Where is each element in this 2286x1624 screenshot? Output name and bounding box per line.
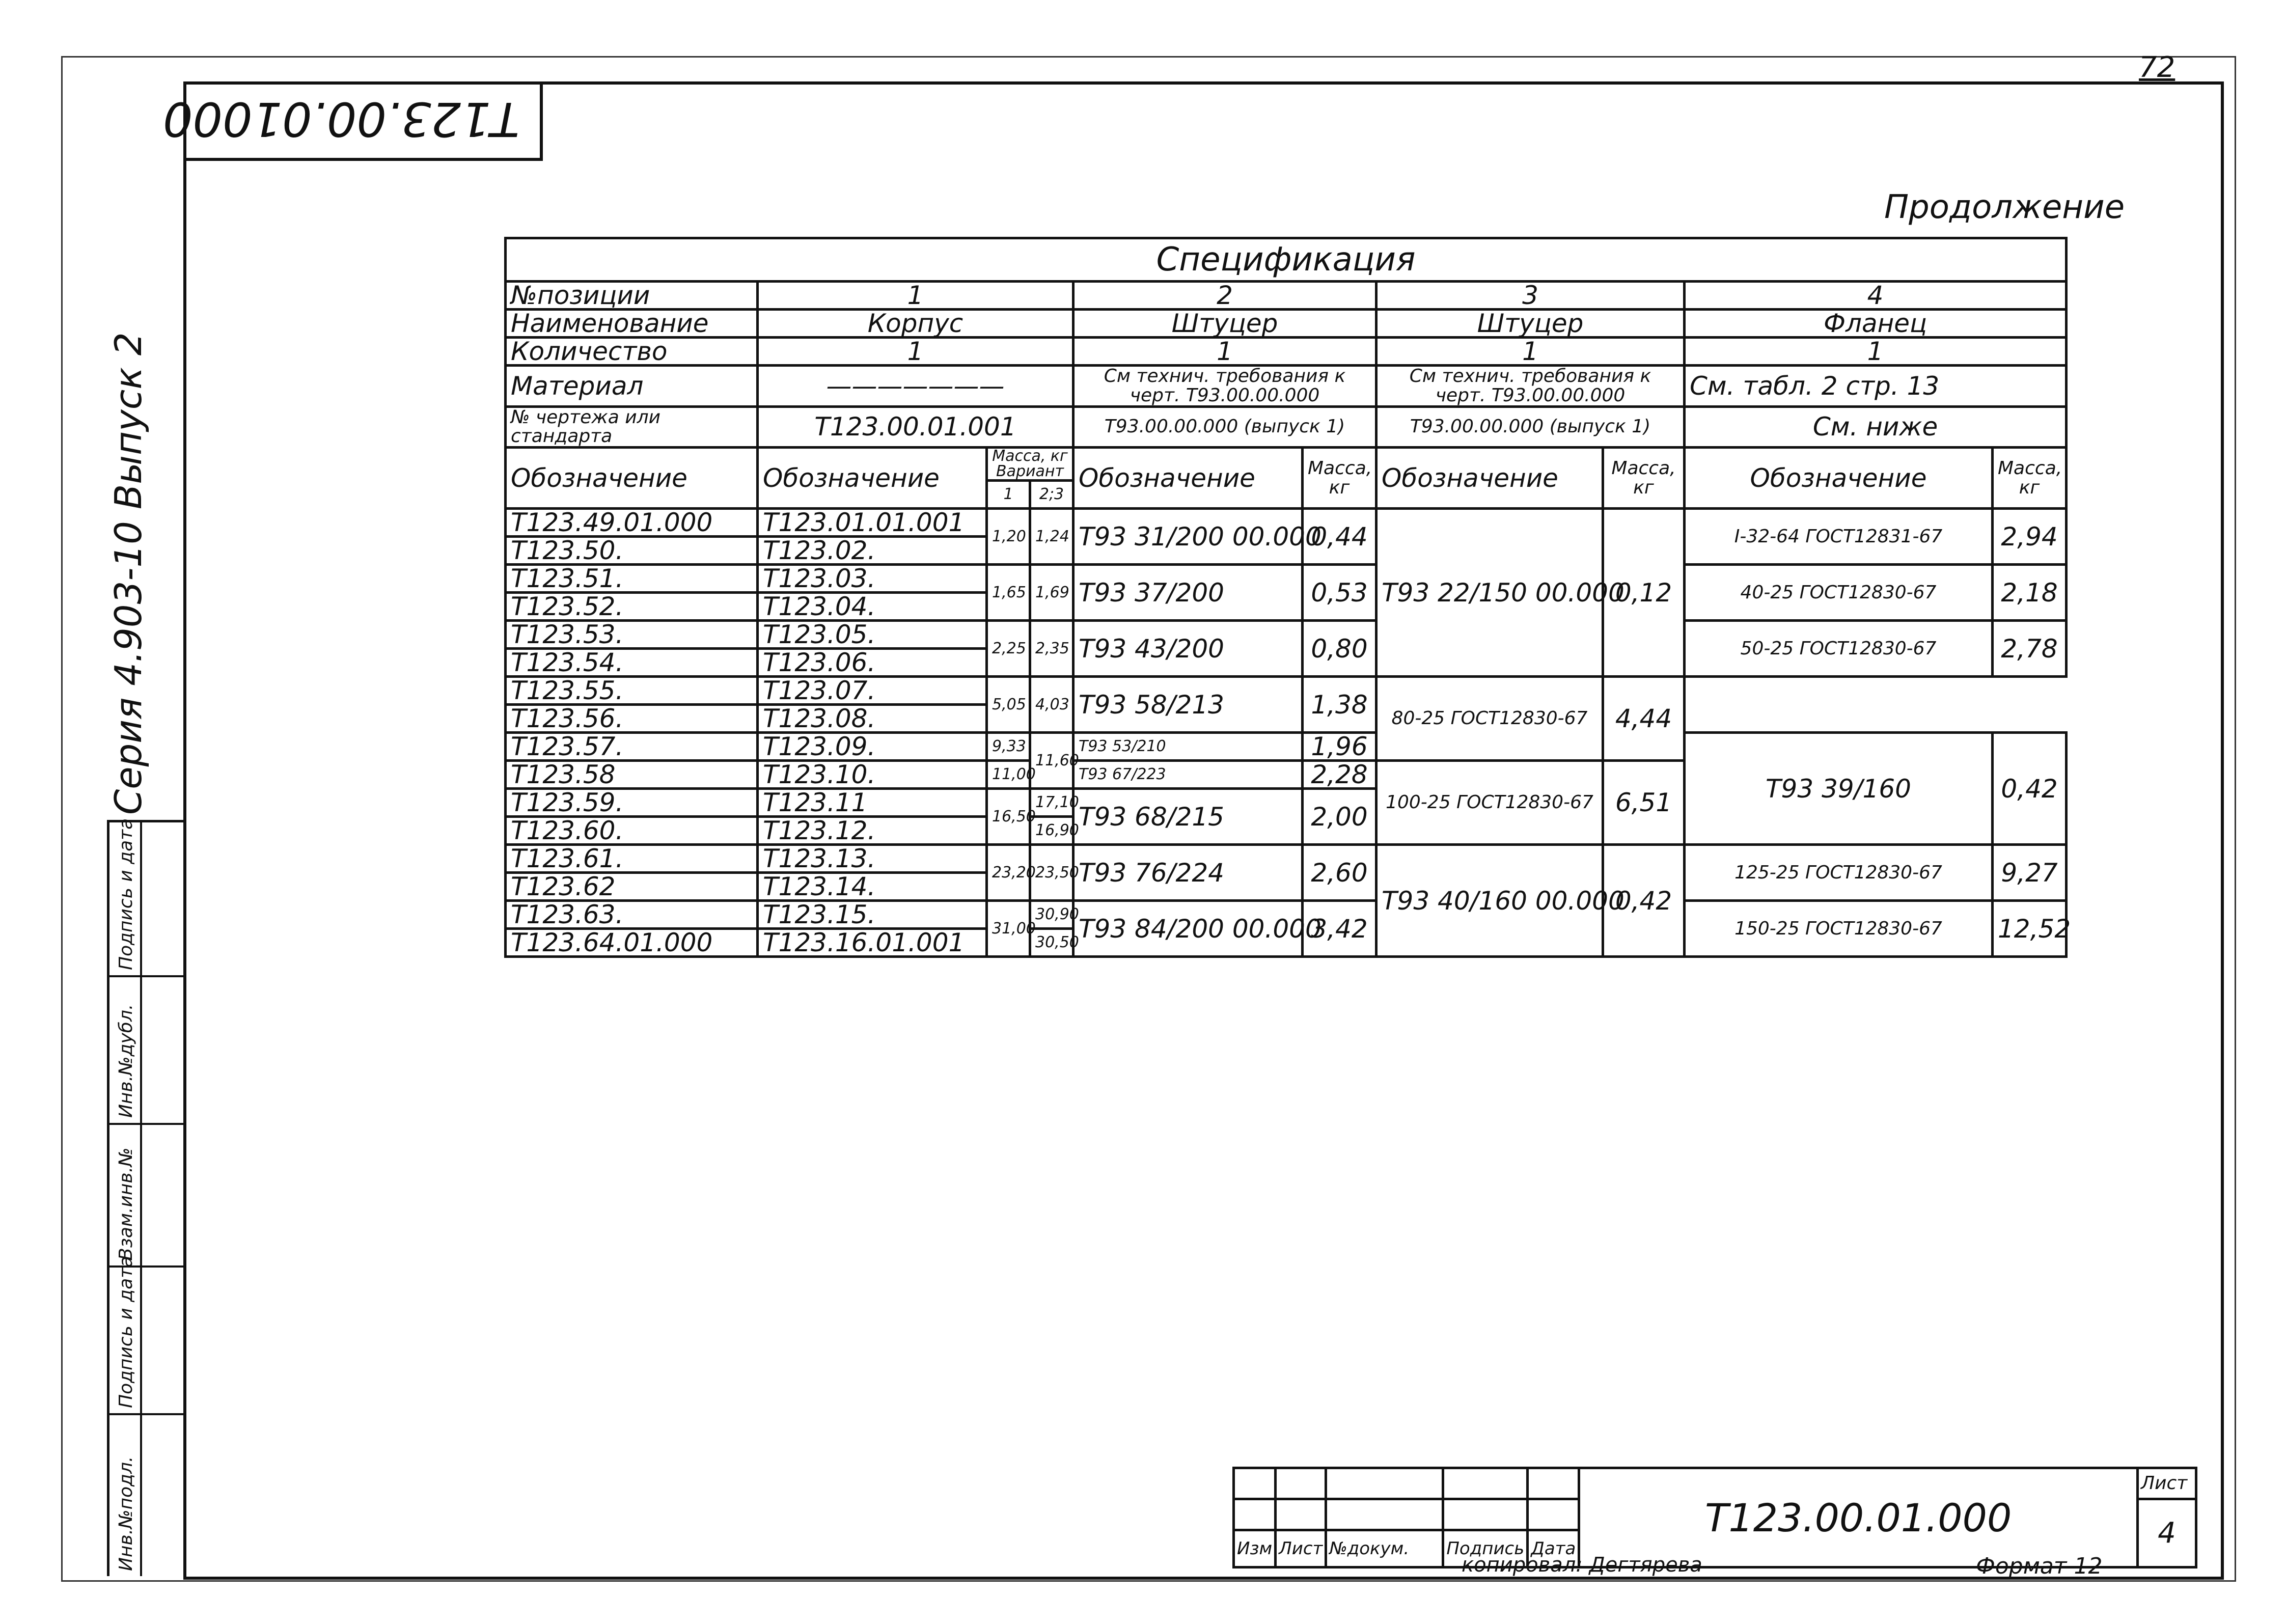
left-label: Инв.№дубл.: [116, 1004, 136, 1118]
col2-des: Т93 68/215: [1073, 789, 1303, 845]
mass-v23: 17,10: [1030, 789, 1073, 817]
header-designation: Обозначение: [506, 448, 758, 509]
col4-des: 100-25 ГОСТ12830-67: [1376, 761, 1603, 845]
mass-v1: 23,20: [987, 845, 1030, 901]
mass-v1: 2,25: [987, 621, 1030, 677]
col4-mass: 9,27: [1993, 845, 2067, 901]
drawing-1: Т123.00.01.001: [758, 406, 1073, 448]
tb-label: Дата: [1528, 1530, 1579, 1567]
name-1: Корпус: [758, 310, 1073, 338]
row-des-1: Т123.03.: [758, 565, 987, 593]
row-des: Т123.63.: [506, 901, 758, 929]
tb-cell: [1326, 1468, 1443, 1499]
continuation-label: Продолжение: [1884, 188, 2125, 226]
row-label-name: Наименование: [506, 310, 758, 338]
left-label: Подпись и дата: [116, 1256, 136, 1408]
col4-mass: 2,78: [1993, 621, 2067, 677]
sheet-label: Лист: [2138, 1468, 2196, 1499]
tb-cell: [1276, 1468, 1326, 1499]
row-des: Т123.54.: [506, 649, 758, 677]
variant-1: 1: [987, 481, 1030, 509]
tb-cell: [1528, 1468, 1579, 1499]
row-des: Т123.61.: [506, 845, 758, 873]
row-des-1: Т123.05.: [758, 621, 987, 649]
col2-mass: 1,38: [1303, 677, 1376, 733]
col4-des: 150-25 ГОСТ12830-67: [1685, 901, 1993, 957]
spec-title: Спецификация: [506, 238, 2067, 282]
col3-des: Т93 22/150 00.000: [1376, 509, 1603, 677]
rotated-stamp: Т123.00.01000: [162, 92, 519, 146]
tb-cell: [1234, 1468, 1276, 1499]
header-designation-3: Обозначение: [1376, 448, 1603, 509]
pos-3: 3: [1376, 282, 1685, 310]
copied-by: копировал: Дегтярева: [1462, 1553, 1702, 1577]
header-designation-4: Обозначение: [1685, 448, 1993, 509]
qty-1: 1: [758, 338, 1073, 366]
col3-mass: 0,42: [1993, 733, 2067, 845]
row-des-1: Т123.13.: [758, 845, 987, 873]
left-label: Взам.инв.№: [116, 1147, 136, 1260]
col2-des: Т93 37/200: [1073, 565, 1303, 621]
sheet-number: 4: [2138, 1499, 2196, 1567]
header-designation-1: Обозначение: [758, 448, 987, 509]
col4-mass: 2,18: [1993, 565, 2067, 621]
row-des: Т123.52.: [506, 593, 758, 621]
row-label-position: №позиции: [506, 282, 758, 310]
qty-2: 1: [1073, 338, 1376, 366]
tb-cell: [1443, 1468, 1528, 1499]
row-des: Т123.53.: [506, 621, 758, 649]
row-des-1: Т123.04.: [758, 593, 987, 621]
row-des: Т123.58: [506, 761, 758, 789]
material-3: См технич. требования к черт. Т93.00.00.000: [1376, 366, 1685, 407]
row-des: Т123.55.: [506, 677, 758, 705]
col2-mass: 2,60: [1303, 845, 1376, 901]
mass-v1: 11,00: [987, 761, 1030, 789]
name-3: Штуцер: [1376, 310, 1685, 338]
mass-v23: 1,24: [1030, 509, 1073, 565]
col2-des: Т93 53/210: [1073, 733, 1303, 761]
drawing-4: См. ниже: [1685, 406, 2067, 448]
col4-des: I-32-64 ГОСТ12831-67: [1685, 509, 1993, 565]
mass-v1: 5,05: [987, 677, 1030, 733]
mass-v1: 16,50: [987, 789, 1030, 845]
mass-v23: 11,60: [1030, 733, 1073, 789]
mass-v1: 1,20: [987, 509, 1030, 565]
tb-cell: [1326, 1499, 1443, 1530]
mass-label: Масса, кг: [992, 447, 1068, 465]
col2-des: Т93 58/213: [1073, 677, 1303, 733]
pos-2: 2: [1073, 282, 1376, 310]
col2-mass: 2,00: [1303, 789, 1376, 845]
tb-label: Подпись: [1443, 1530, 1528, 1567]
row-des-1: Т123.14.: [758, 873, 987, 901]
col3-des: Т93 40/160 00.000: [1376, 845, 1603, 957]
mass-v23: 30,90: [1030, 901, 1073, 929]
mass-v23: 16,90: [1030, 817, 1073, 845]
drawing-2: Т93.00.00.000 (выпуск 1): [1073, 406, 1376, 448]
col2-mass: 1,96: [1303, 733, 1376, 761]
mass-v23: 2,35: [1030, 621, 1073, 677]
col3-mass: 0,42: [1603, 845, 1685, 957]
row-des-1: Т123.01.01.001: [758, 509, 987, 537]
material-1: ———————: [758, 366, 1073, 407]
document-code: Т123.00.01.000: [1579, 1468, 2138, 1567]
row-des: Т123.59.: [506, 789, 758, 817]
row-des-1: Т123.07.: [758, 677, 987, 705]
tb-cell: [1528, 1499, 1579, 1530]
row-des-1: Т123.08.: [758, 705, 987, 733]
header-mass-4: Масса, кг: [1993, 448, 2067, 509]
mass-v23: 4,03: [1030, 677, 1073, 733]
col2-mass: 0,53: [1303, 565, 1376, 621]
material-4: См. табл. 2 стр. 13: [1685, 366, 2067, 407]
col2-mass: 3,42: [1303, 901, 1376, 957]
material-2: См технич. требования к черт. Т93.00.00.000: [1073, 366, 1376, 407]
tb-cell: [1276, 1499, 1326, 1530]
page-number: 72: [2139, 51, 2175, 84]
row-des-1: Т123.15.: [758, 901, 987, 929]
col4-mass: 2,94: [1993, 509, 2067, 565]
col4-des: 80-25 ГОСТ12830-67: [1376, 677, 1603, 761]
variant-23: 2;3: [1030, 481, 1073, 509]
mass-v1: 9,33: [987, 733, 1030, 761]
row-label-material: Материал: [506, 366, 758, 407]
row-des-1: Т123.11: [758, 789, 987, 817]
name-2: Штуцер: [1073, 310, 1376, 338]
col4-des: 125-25 ГОСТ12830-67: [1685, 845, 1993, 901]
qty-3: 1: [1376, 338, 1685, 366]
col2-mass: 2,28: [1303, 761, 1376, 789]
name-4: Фланец: [1685, 310, 2067, 338]
mass-v1: 1,65: [987, 565, 1030, 621]
col3-mass: 0,12: [1603, 509, 1685, 677]
col4-des: 50-25 ГОСТ12830-67: [1685, 621, 1993, 677]
mass-v23: 30,50: [1030, 929, 1073, 957]
pos-1: 1: [758, 282, 1073, 310]
col4-des: 40-25 ГОСТ12830-67: [1685, 565, 1993, 621]
row-des-1: Т123.06.: [758, 649, 987, 677]
col3-des: Т93 39/160: [1685, 733, 1993, 845]
specification-table: [504, 237, 2071, 958]
row-des: Т123.51.: [506, 565, 758, 593]
row-des-1: Т123.10.: [758, 761, 987, 789]
header-mass-3: Масса, кг: [1603, 448, 1685, 509]
col2-des: Т93 76/224: [1073, 845, 1303, 901]
tb-label: №докум.: [1326, 1530, 1443, 1567]
left-label: Подпись и дата: [116, 818, 136, 970]
row-des-1: Т123.02.: [758, 537, 987, 565]
col2-des: Т93 31/200 00.000: [1073, 509, 1303, 565]
left-label: Инв.№подл.: [116, 1456, 136, 1571]
row-des: Т123.64.01.000: [506, 929, 758, 957]
header-mass-2: Масса, кг: [1303, 448, 1376, 509]
row-label-drawing: № чертежа или стандарта: [506, 406, 758, 448]
mass-v23: 23,50: [1030, 845, 1073, 901]
left-margin-stamp: [107, 820, 186, 1576]
tb-cell: [1443, 1499, 1528, 1530]
row-des: Т123.56.: [506, 705, 758, 733]
row-label-qty: Количество: [506, 338, 758, 366]
col4-mass: 4,44: [1603, 677, 1685, 761]
row-des: Т123.60.: [506, 817, 758, 845]
header-designation-2: Обозначение: [1073, 448, 1303, 509]
row-des: Т123.57.: [506, 733, 758, 761]
row-des-1: Т123.12.: [758, 817, 987, 845]
col2-mass: 0,80: [1303, 621, 1376, 677]
row-des: Т123.50.: [506, 537, 758, 565]
mass-v1: 31,00: [987, 901, 1030, 957]
header-mass-variant: [987, 448, 1073, 481]
row-des-1: Т123.16.01.001: [758, 929, 987, 957]
col2-des: Т93 67/223: [1073, 761, 1303, 789]
tb-label: Изм: [1234, 1530, 1276, 1567]
row-des: Т123.62: [506, 873, 758, 901]
qty-4: 1: [1685, 338, 2067, 366]
series-label: Серия 4.903-10 Выпуск 2: [107, 332, 150, 815]
col4-mass: 6,51: [1603, 761, 1685, 845]
row-des-1: Т123.09.: [758, 733, 987, 761]
drawing-3: Т93.00.00.000 (выпуск 1): [1376, 406, 1685, 448]
tb-label: Лист: [1276, 1530, 1326, 1567]
col2-des: Т93 84/200 00.000: [1073, 901, 1303, 957]
tb-cell: [1234, 1499, 1276, 1530]
mass-v23: 1,69: [1030, 565, 1073, 621]
variant-label: Вариант: [996, 462, 1064, 481]
format-label: Формат 12: [1976, 1553, 2103, 1579]
col2-des: Т93 43/200: [1073, 621, 1303, 677]
pos-4: 4: [1685, 282, 2067, 310]
col4-mass: 12,52: [1993, 901, 2067, 957]
col2-mass: 0,44: [1303, 509, 1376, 565]
row-des: Т123.49.01.000: [506, 509, 758, 537]
